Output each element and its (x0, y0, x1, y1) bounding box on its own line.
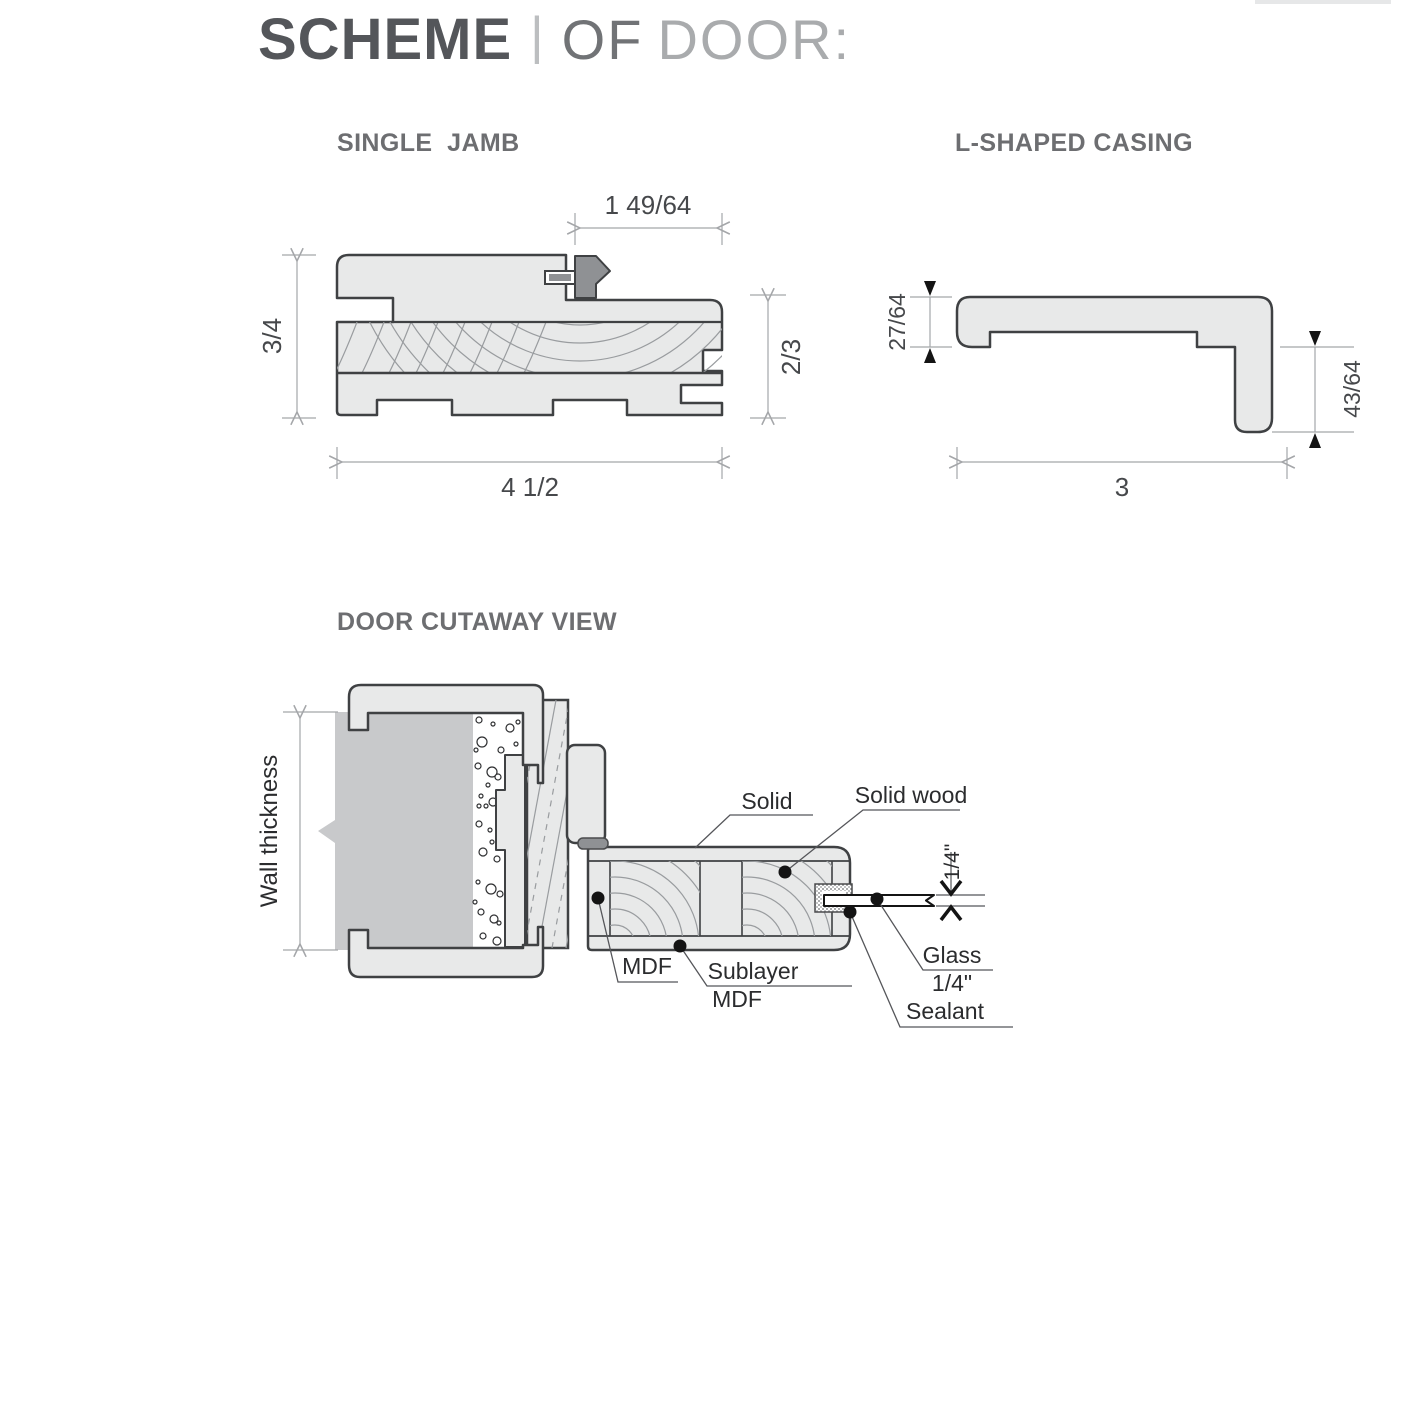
wall-block (318, 712, 473, 950)
single-jamb-drawing (240, 105, 920, 525)
dim-leg-label: 43/64 (1339, 360, 1365, 418)
cropped-edge-artifact (1255, 0, 1391, 4)
dim-right-label: 2/3 (776, 338, 806, 376)
packer-strip (496, 755, 525, 947)
dim-thickness-label: 27/64 (884, 293, 910, 351)
door-stop (567, 745, 605, 843)
cutaway-section (230, 600, 1080, 1060)
l-casing-drawing (860, 105, 1401, 525)
wall-thickness-label: Wall thickness (256, 754, 283, 908)
single-jamb-heading: SINGLE JAMB (337, 129, 520, 157)
title-primary: SCHEME (258, 6, 513, 72)
cutaway-heading: DOOR CUTAWAY VIEW (337, 608, 617, 636)
page-title (258, 0, 851, 78)
mdf-label: MDF (622, 953, 672, 979)
weather-seal (578, 838, 608, 849)
sublayer-label-line1: Sublayer (707, 958, 799, 984)
title-divider: | (530, 7, 544, 65)
title-tertiary: DOOR: (657, 7, 851, 71)
l-casing-heading: L-SHAPED CASING (955, 129, 1193, 157)
glass-gap-label: 1/4" (941, 843, 964, 881)
solid-label: Solid (741, 788, 793, 814)
single-jamb-section (240, 105, 920, 525)
title-secondary: OF (561, 7, 644, 71)
casing-profile (957, 297, 1272, 432)
dim-left-label: 3/4 (257, 317, 287, 355)
solid-wood-label: Solid wood (854, 782, 968, 808)
dim-top-label: 1 49/64 (604, 190, 692, 220)
glass-label-line2: 1/4" (931, 970, 973, 996)
glass-label-line1: Glass (922, 942, 982, 968)
dim-bottom-label: 4 1/2 (501, 472, 559, 502)
sublayer-label-line2: MDF (712, 986, 762, 1012)
sealant-label: Sealant (905, 998, 984, 1024)
l-casing-section (860, 105, 1401, 525)
dim-width-label: 3 (1114, 472, 1130, 502)
